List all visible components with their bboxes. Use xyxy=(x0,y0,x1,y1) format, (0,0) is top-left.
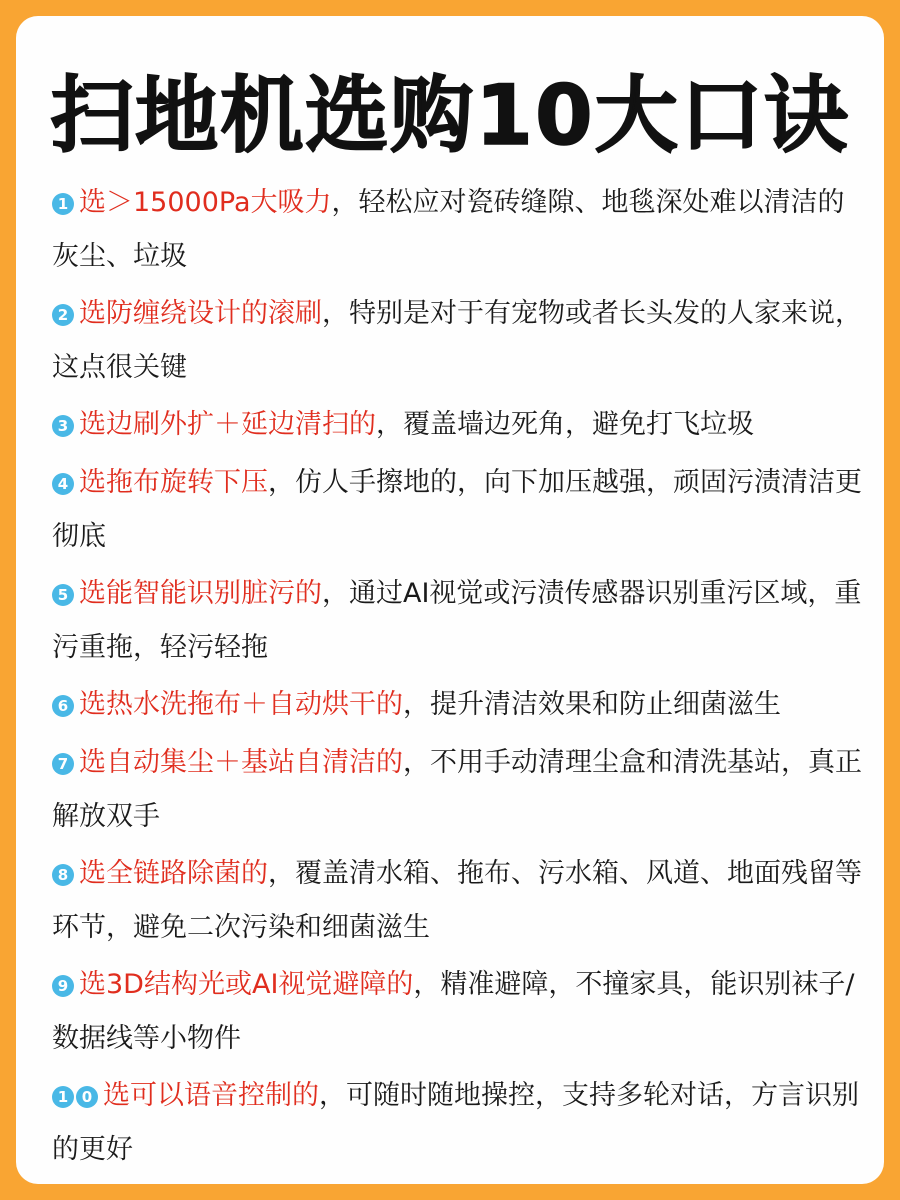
number-badge: 1 0 xyxy=(52,1067,100,1120)
highlight-text: 选拖布旋转下压 xyxy=(79,467,268,498)
highlight-text: 选3D结构光或AI视觉避障的 xyxy=(79,969,414,1000)
body-text: ，精准避障，不撞家具，能识别袜子/数据线等小物件 xyxy=(52,969,855,1054)
body-text: ，可随时随地操控，支持多轮对话，方言识别的更好 xyxy=(52,1080,859,1165)
list-item xyxy=(52,847,862,954)
list-item xyxy=(52,287,862,394)
highlight-text: 选自动集尘＋基站自清洁的 xyxy=(79,747,403,778)
body-text: ，不用手动清理尘盒和清洗基站，真正解放双手 xyxy=(52,747,862,832)
body-text: ，覆盖清水箱、拖布、污水箱、风道、地面残留等环节，避免二次污染和细菌滋生 xyxy=(52,858,862,943)
page-title: 扫地机选购10大口诀 xyxy=(50,67,850,164)
body-text: ，仿人手擦地的，向下加压越强，顽固污渍清洁更彻底 xyxy=(52,467,862,552)
card xyxy=(16,16,884,1184)
list-item xyxy=(52,176,862,283)
number-badge: 6 xyxy=(52,676,76,729)
highlight-text: 选可以语音控制的 xyxy=(103,1080,319,1111)
list-item xyxy=(52,567,862,674)
list-item xyxy=(52,678,862,732)
list-item xyxy=(52,736,862,843)
highlight-text: 选能智能识别脏污的 xyxy=(79,578,322,609)
number-badge: 5 xyxy=(52,565,76,618)
list-item xyxy=(52,398,862,452)
number-badge: 8 xyxy=(52,845,76,898)
body-text: ，轻松应对瓷砖缝隙、地毯深处难以清洁的灰尘、垃圾 xyxy=(52,187,845,272)
body-text: ，通过AI视觉或污渍传感器识别重污区域，重污重拖，轻污轻拖 xyxy=(52,578,862,663)
highlight-text: 选防缠绕设计的滚刷 xyxy=(79,298,322,329)
highlight-text: 选＞15000Pa大吸力 xyxy=(79,187,332,218)
number-badge: 2 xyxy=(52,285,76,338)
tips-list xyxy=(52,176,862,1176)
number-badge: 1 xyxy=(52,174,76,227)
highlight-text: 选边刷外扩＋延边清扫的 xyxy=(79,409,376,440)
list-item xyxy=(52,456,862,563)
body-text: ，覆盖墙边死角，避免打飞垃圾 xyxy=(376,409,754,440)
highlight-text: 选全链路除菌的 xyxy=(79,858,268,889)
highlight-text: 选热水洗拖布＋自动烘干的 xyxy=(79,689,403,720)
number-badge: 3 xyxy=(52,396,76,449)
body-text: ，提升清洁效果和防止细菌滋生 xyxy=(403,689,781,720)
number-badge: 9 xyxy=(52,956,76,1009)
list-item xyxy=(52,1069,862,1176)
list-item xyxy=(52,958,862,1065)
body-text: ，特别是对于有宠物或者长头发的人家来说，这点很关键 xyxy=(52,298,862,383)
number-badge: 4 xyxy=(52,454,76,507)
number-badge: 7 xyxy=(52,734,76,787)
